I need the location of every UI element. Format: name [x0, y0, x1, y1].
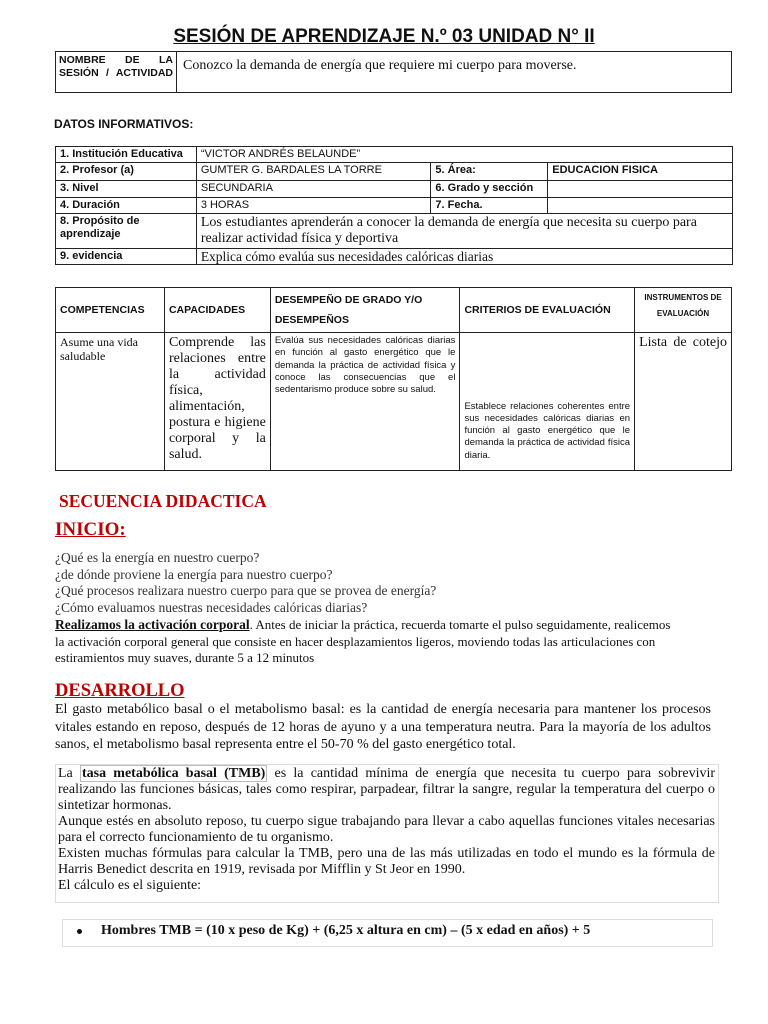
proposito-value: Los estudiantes aprenderán a conocer la demanda de energía que necesita su cuerpo para realizar actividad física y deportiva: [196, 214, 732, 249]
area-value: EDUCACION FISICA: [548, 163, 733, 181]
desarrollo-heading: DESARROLLO: [55, 681, 185, 701]
header-competencias: COMPETENCIAS: [56, 288, 165, 333]
tmb-paragraph-2: Aunque estés en absoluto reposo, tu cuerpo sigue trabajando para llevar a cabo aquellas funciones vitales necesarias para el correcto funcionamiento de tu organismo.: [58, 814, 715, 845]
tmb-paragraph-4: El cálculo es el siguiente:: [58, 878, 202, 893]
duracion-label: 4. Duración: [56, 198, 197, 214]
header-instrumentos: INSTRUMENTOS DE EVALUACIÓN: [635, 288, 732, 333]
fecha-label: 7. Fecha.: [431, 198, 548, 214]
activation-paragraph: [55, 617, 675, 667]
profesor-value: GUMTER G. BARDALES LA TORRE: [196, 163, 431, 181]
inicio-questions: [55, 550, 735, 616]
header-desempeno: DESEMPEÑO DE GRADO Y/O DESEMPEÑOS: [270, 288, 460, 333]
proposito-label: 8. Propósito de aprendizaje: [56, 214, 197, 249]
profesor-label: 2. Profesor (a): [56, 163, 197, 181]
inicio-heading: INICIO:: [55, 519, 126, 540]
desempeno-cell: Evalúa sus necesidades calóricas diarias en función al gasto energético que le demanda la práctica de actividad física y conoce las consecuencias que el sedentarismo produce sobre su salud.: [270, 333, 460, 471]
datos-heading: DATOS INFORMATIVOS:: [54, 117, 194, 131]
evidencia-value: Explica cómo evalúa sus necesidades calóricas diarias: [196, 249, 732, 265]
duracion-value: 3 HORAS: [196, 198, 431, 214]
activation-bold: Realizamos la activación corporal: [55, 617, 250, 632]
activation-text: . Antes de iniciar la práctica, recuerda tomarte el pulso seguidamente, realicemos la activación corporal general que consiste en hacer desplazamientos ligeros, moviendo todas las articulaciones con estiramientos muy suaves, durante 5 a 12 minutos: [55, 617, 671, 665]
grado-label: 6. Grado y sección: [431, 181, 548, 198]
tmb-start: La: [58, 766, 73, 781]
question-item: ¿Qué procesos realizara nuestro cuerpo para que se provea de energía?: [55, 583, 437, 598]
question-item: ¿Qué es la energía en nuestro cuerpo?: [55, 550, 260, 565]
criterio-cell: Establece relaciones coherentes entre sus necesidades calóricas diarias en función al gasto energético que le demanda la práctica de actividad física diaria.: [460, 333, 635, 471]
tmb-paragraph-1: [58, 766, 715, 814]
nivel-value: SECUNDARIA: [196, 181, 431, 198]
info-table: [55, 146, 733, 265]
institucion-label: 1. Institución Educativa: [56, 147, 197, 163]
session-value: Conozco la demanda de energía que requiere mi cuerpo para moverse.: [177, 52, 732, 93]
formula-box: [62, 919, 713, 947]
session-label: NOMBRE DE LA SESIÓN / ACTIVIDAD: [56, 52, 177, 93]
header-capacidades: CAPACIDADES: [164, 288, 270, 333]
header-criterios: CRITERIOS DE EVALUACIÓN: [460, 288, 635, 333]
session-name-table: [55, 51, 732, 93]
formula-text: Hombres TMB = (10 x peso de Kg) + (6,25 x altura en cm) – (5 x edad en años) + 5: [101, 923, 591, 938]
secuencia-heading: SECUENCIA DIDACTICA: [59, 491, 267, 511]
nivel-label: 3. Nivel: [56, 181, 197, 198]
fecha-value: [548, 198, 733, 214]
tmb-term: tasa metabólica basal (TMB): [81, 766, 266, 781]
area-label: 5. Área:: [431, 163, 548, 181]
tmb-box: [55, 764, 719, 903]
institucion-value: “VICTOR ANDRÉS BELAUNDE”: [196, 147, 732, 163]
question-item: ¿Cómo evaluamos nuestras necesidades calóricas diarias?: [55, 599, 368, 615]
page-title: SESIÓN DE APRENDIZAJE N.º 03 UNIDAD N° II: [173, 26, 595, 47]
bullet-icon: [77, 929, 82, 934]
instrumento-cell: Lista de cotejo: [635, 333, 732, 471]
desarrollo-paragraph: El gasto metabólico basal o el metabolismo basal: es la cantidad de energía necesaria para mantener los procesos vitales estando en reposo, después de 12 horas de ayuno y a una temperatura neutra. Para la mayoría de los adultos sanos, el metabolismo basal representa entre el 50-70 % del gasto energético total.: [55, 702, 711, 752]
tmb-paragraph-3: Existen muchas fórmulas para calcular la TMB, pero una de las más utilizadas en todo el mundo es la fórmula de Harris Benedict descrita en 1919, revisada por Mifflin y St Jeor en 1990.: [58, 846, 715, 877]
competencias-table: [55, 287, 732, 471]
tmb-definition: es la cantidad mínima de energía que necesita tu cuerpo para sobrevivir realizando las funciones básicas, tales como respirar, parpadear, filtrar la sangre, regular la temperatura del cuerpo o sintetizar hormonas.: [58, 766, 716, 813]
grado-value: [548, 181, 733, 198]
competencia-cell: Asume una vida saludable: [56, 333, 165, 471]
question-item: ¿de dónde proviene la energía para nuestro cuerpo?: [55, 566, 333, 582]
evidencia-label: 9. evidencia: [56, 249, 197, 265]
capacidad-cell: Comprende las relaciones entre la actividad física, alimentación, postura e higiene corporal y la salud.: [164, 333, 270, 471]
